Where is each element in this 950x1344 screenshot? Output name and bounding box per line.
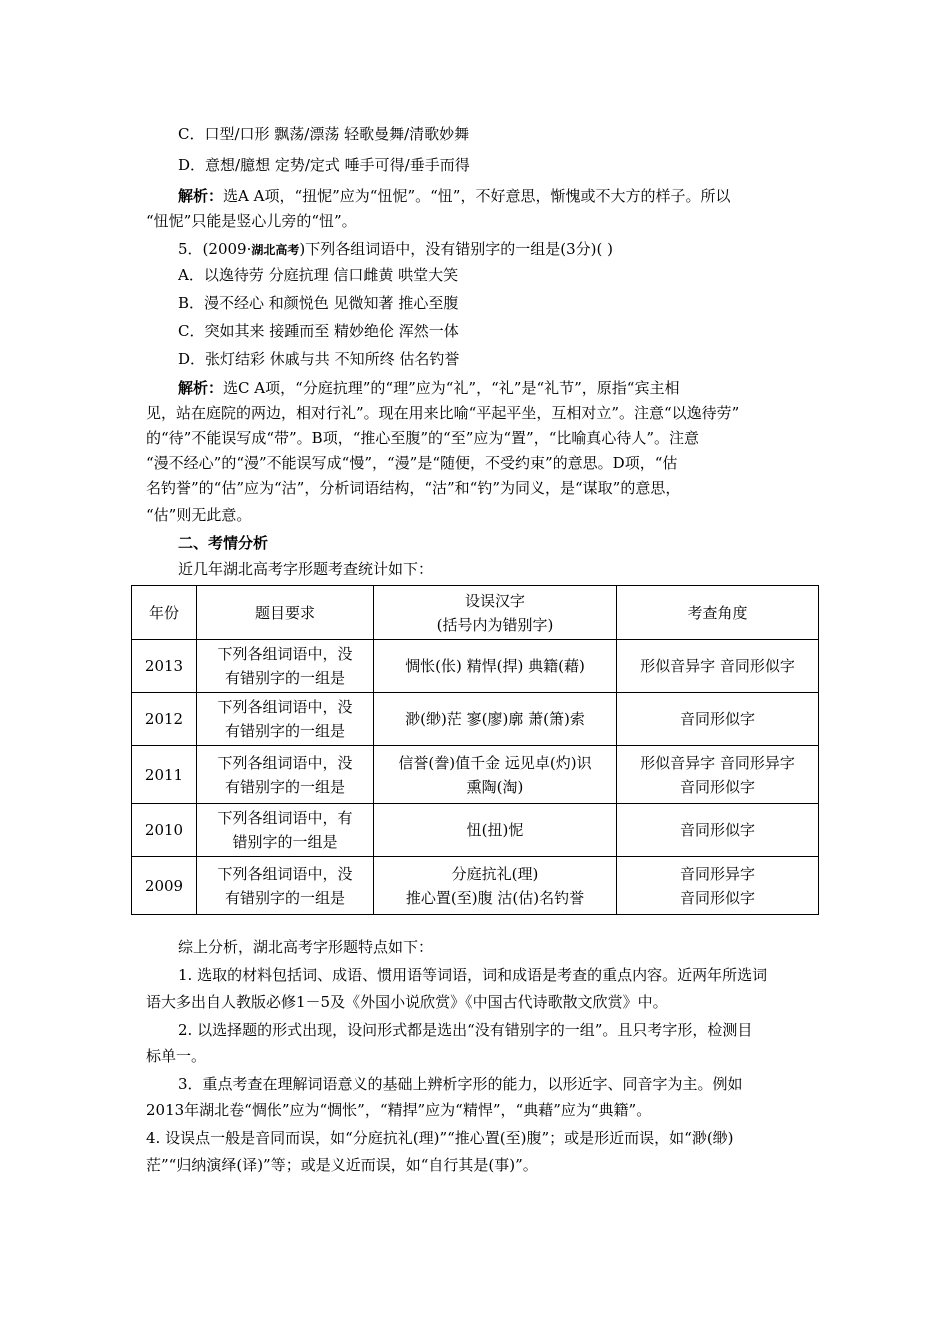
- cell-angle: [617, 804, 819, 857]
- header-chars-line2: (括号内为错别字): [436, 615, 554, 634]
- angle-line: 音同形似字: [679, 710, 755, 728]
- angle-line: 形似音异字 音同形异字: [640, 753, 795, 772]
- cell-year: 2010: [132, 804, 197, 857]
- chars-line: 推心置(至)腹 沽(估)名钓誉: [405, 888, 585, 907]
- header-angle: 考查角度: [617, 586, 819, 640]
- header-chars-line1: 设误汉字: [464, 591, 525, 610]
- angle-line: 音同形似字: [679, 777, 755, 796]
- analysis-2-line6: “估”则无此意。: [146, 506, 252, 524]
- cell-year: 2012: [132, 693, 197, 746]
- q5-source-close: ): [299, 240, 306, 258]
- point-2-line1: 2. 以选择题的形式出现，设问形式都是选出“没有错别字的一组”。且只考字形，检测目: [178, 1021, 753, 1039]
- cell-requirement: [197, 804, 374, 857]
- table-header-row: [132, 586, 819, 640]
- option-c: C．口型/口形 飘荡/漂荡 轻歌曼舞/清歌妙舞: [178, 125, 470, 143]
- chars-line: 信誉(誊)值千金 远见卓(灼)识: [398, 753, 592, 772]
- q5-stem: 下列各组词语中，没有错别字的一组是(3分)( ): [305, 240, 613, 258]
- req-line: 下列各组词语中，没: [217, 753, 353, 772]
- req-line: 下列各组词语中，没: [217, 645, 353, 663]
- chars-line: 分庭抗礼(理): [451, 864, 539, 883]
- chars-line: 惆怅(伥) 精悍(捍) 典籍(藉): [405, 657, 585, 675]
- chars-line: 忸(扭)怩: [466, 821, 524, 839]
- point-3-line2: 2013年湖北卷“惆伥”应为“惆怅”，“精捍”应为“精悍”，“典藉”应为“典籍”。: [146, 1101, 652, 1119]
- header-chars: [374, 586, 617, 640]
- point-1-line2: 语大多出自人教版必修1－5及《外国小说欣赏》《中国古代诗歌散文欣赏》中。: [146, 993, 668, 1011]
- cell-requirement: [197, 746, 374, 804]
- cell-year: 2011: [132, 746, 197, 804]
- angle-line: 音同形似字: [679, 888, 755, 907]
- analysis-2-line2: 见，站在庭院的两边，相对行礼”。现在用来比喻“平起平坐，互相对立”。注意“以逸待劳”: [146, 404, 740, 422]
- req-line: 下列各组词语中，有: [217, 809, 353, 827]
- analysis-1-line1: [178, 184, 730, 208]
- q5-option-b: B．漫不经心 和颜悦色 见微知著 推心至腹: [178, 294, 459, 312]
- cell-chars: [374, 693, 617, 746]
- table-row: [132, 640, 819, 693]
- analysis-label-2: 解析：: [178, 379, 224, 397]
- req-line: 错别字的一组是: [232, 833, 338, 851]
- cell-year: 2009: [132, 857, 197, 915]
- req-line: 有错别字的一组是: [224, 669, 345, 687]
- table-intro: 近几年湖北高考字形题考查统计如下：: [178, 560, 434, 578]
- cell-requirement: [197, 693, 374, 746]
- point-4-line1: 4. 设误点一般是音同而误，如“分庭抗礼(理)”“推心置(至)腹”；或是形近而误，如“渺(缈): [146, 1129, 734, 1147]
- angle-line: 音同形似字: [679, 821, 755, 839]
- analysis-2-text: 选C A项，“分庭抗理”的“理”应为“礼”，“礼”是“礼节”，原指“宾主相: [223, 379, 680, 397]
- cell-angle: [617, 857, 819, 915]
- point-1-line1: 1. 选取的材料包括词、成语、惯用语等词语，词和成语是考查的重点内容。近两年所选词: [178, 966, 768, 984]
- cell-requirement: [197, 640, 374, 693]
- req-line: 有错别字的一组是: [224, 888, 345, 907]
- cell-angle: [617, 746, 819, 804]
- cell-chars: [374, 746, 617, 804]
- analysis-1-text: 选A A项，“扭怩”应为“忸怩”。“忸”，不好意思，惭愧或不大方的样子。所以: [223, 187, 731, 205]
- table-row: [132, 804, 819, 857]
- cell-chars: [374, 804, 617, 857]
- analysis-1-line2: “忸怩”只能是竖心儿旁的“忸”。: [146, 212, 357, 230]
- analysis-2-line1: [178, 376, 679, 400]
- table-row: [132, 693, 819, 746]
- q5-number: 5．(2009·: [178, 240, 252, 258]
- angle-line: 形似音异字 音同形似字: [640, 657, 795, 675]
- cell-chars: [374, 640, 617, 693]
- point-4-line2: 茫”“归纳演绎(译)”等；或是义近而误，如“自行其是(事)”。: [146, 1156, 538, 1174]
- point-3-line1: 3．重点考查在理解词语意义的基础上辨析字形的能力，以形近字、同音字为主。例如: [178, 1075, 743, 1093]
- summary-intro: 综上分析，湖北高考字形题特点如下：: [178, 938, 434, 956]
- stats-table: [131, 585, 819, 915]
- q5-option-c: C．突如其来 接踵而至 精妙绝伦 浑然一体: [178, 322, 459, 340]
- section-heading: 二、考情分析: [178, 534, 269, 552]
- q5-source: 湖北高考: [251, 243, 300, 257]
- header-year: 年份: [132, 586, 197, 640]
- cell-angle: [617, 693, 819, 746]
- analysis-label: 解析：: [178, 187, 224, 205]
- table-row: [132, 857, 819, 915]
- cell-chars: [374, 857, 617, 915]
- analysis-2-line5: 名钓誉”的“估”应为“沽”，分析词语结构，“沽”和“钓”为同义，是“谋取”的意思，: [146, 479, 681, 497]
- table-row: [132, 746, 819, 804]
- q5-option-a: A．以逸待劳 分庭抗理 信口雌黄 哄堂大笑: [178, 266, 459, 284]
- cell-angle: [617, 640, 819, 693]
- angle-line: 音同形异字: [679, 864, 755, 883]
- q5-option-d: D．张灯结彩 休戚与共 不知所终 估名钓誉: [178, 350, 460, 368]
- req-line: 有错别字的一组是: [224, 722, 345, 740]
- req-line: 有错别字的一组是: [224, 777, 345, 796]
- chars-line: 渺(缈)茫 寥(廖)廓 萧(箫)索: [405, 710, 585, 728]
- question-5: [178, 237, 613, 262]
- cell-requirement: [197, 857, 374, 915]
- header-requirement: 题目要求: [197, 586, 374, 640]
- option-d: D．意想/臆想 定势/定式 唾手可得/垂手而得: [178, 156, 470, 174]
- req-line: 下列各组词语中，没: [217, 698, 353, 716]
- analysis-2-line3: 的“待”不能误写成“带”。B项，“推心至腹”的“至”应为“置”，“比喻真心待人”。注意: [146, 429, 700, 447]
- req-line: 下列各组词语中，没: [217, 864, 353, 883]
- point-2-line2: 标单一。: [146, 1047, 207, 1065]
- chars-line: 熏陶(淘): [466, 777, 524, 796]
- cell-year: 2013: [132, 640, 197, 693]
- analysis-2-line4: “漫不经心”的“漫”不能误写成“慢”，“漫”是“随便，不受约束”的意思。D项，“估: [146, 454, 678, 472]
